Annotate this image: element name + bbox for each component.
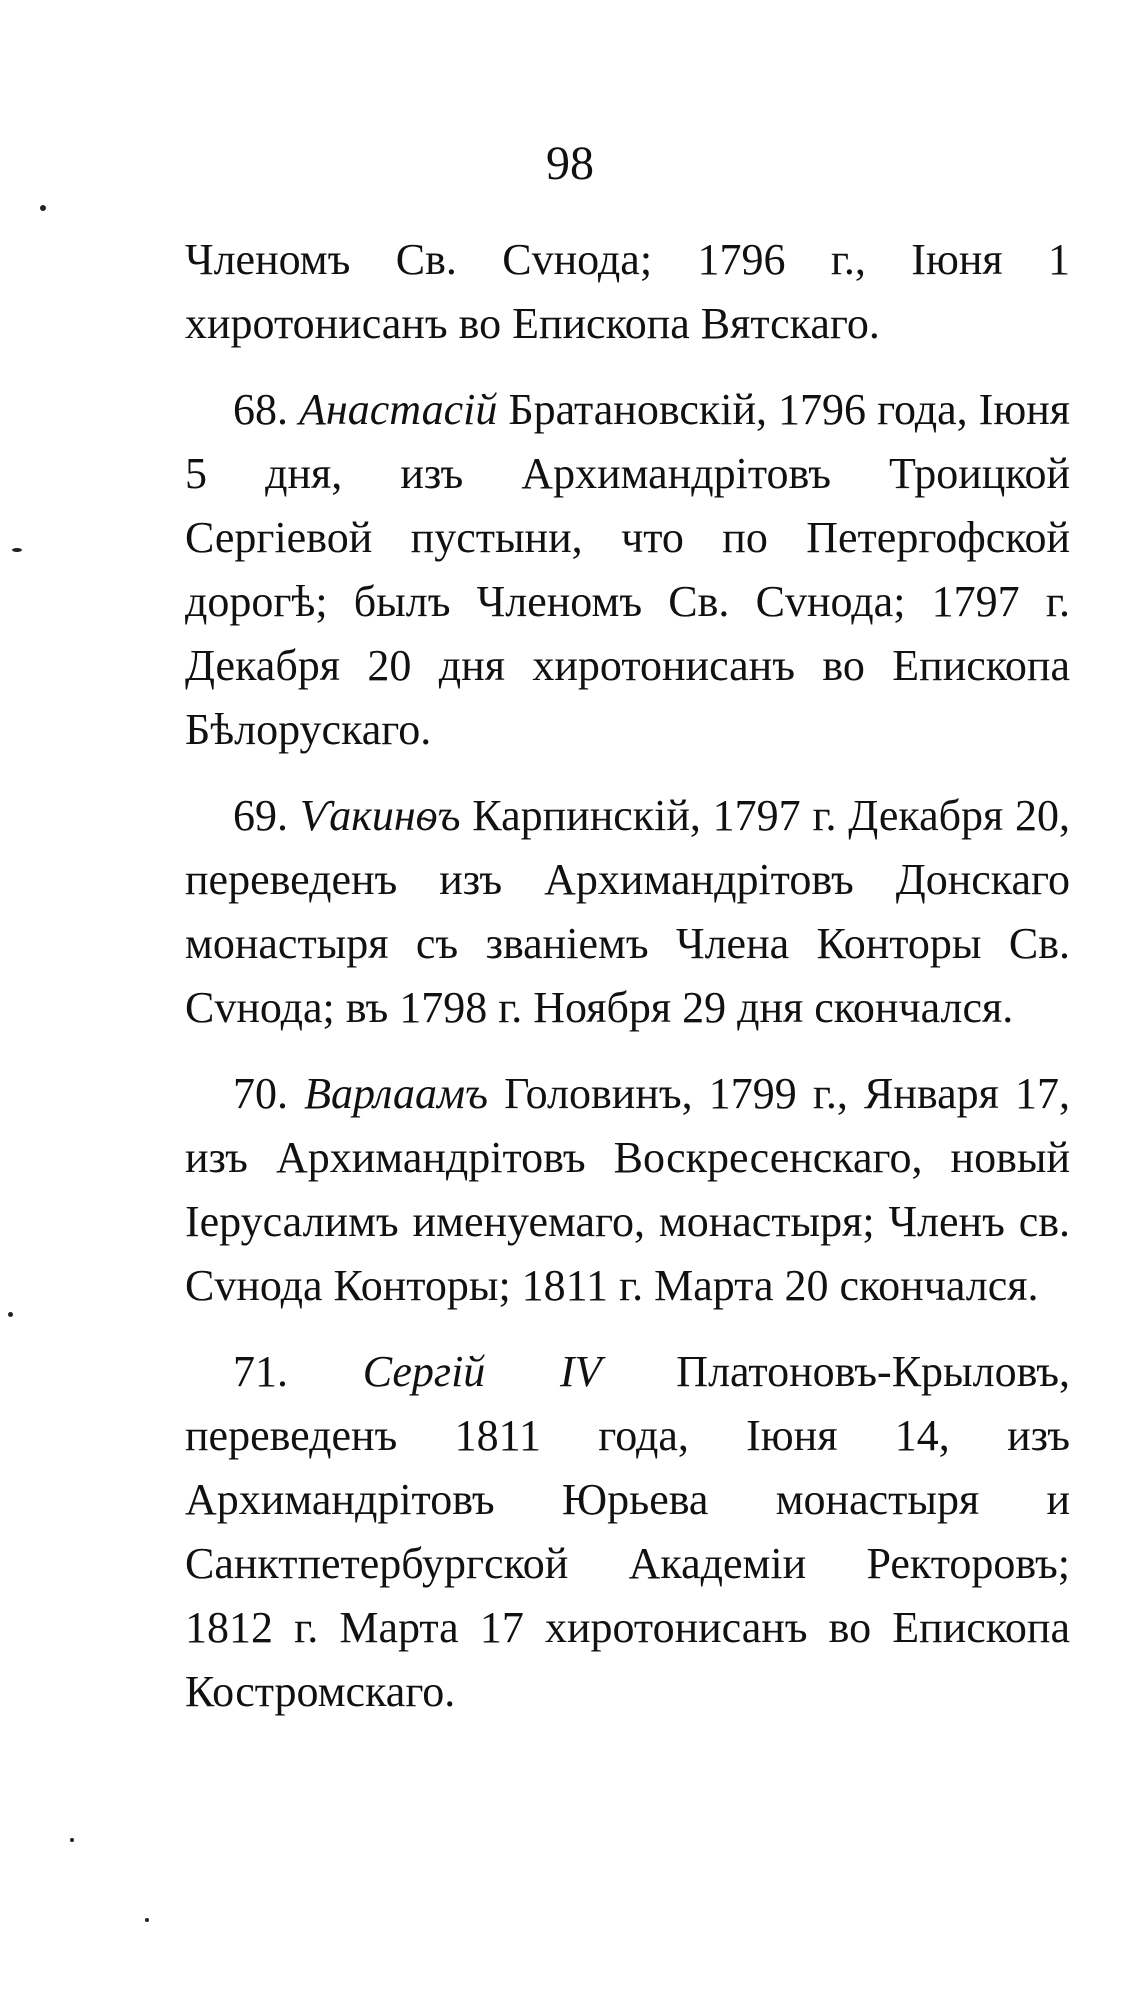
- entry-70: [185, 1062, 1070, 1318]
- entry-name: Сергій IV: [362, 1347, 602, 1396]
- scan-speck: [8, 1312, 13, 1317]
- paragraph-continuation: [185, 228, 1070, 356]
- entry-number: 71.: [233, 1347, 288, 1396]
- scan-speck: [145, 1918, 149, 1922]
- page-body: [185, 228, 1070, 1746]
- entry-text: Головинъ, 1799 г., Января 17, изъ Архимандрітовъ Воскресенскаго, новый Іерусалимъ именуемаго, монастыря; Членъ св. Сvнода Конторы; 1811 г. Марта 20 скончался.: [185, 1069, 1070, 1310]
- entry-text: Братановскій, 1796 года, Іюня 5 дня, изъ Архимандрітовъ Троицкой Сергіевой пустыни, что по Петергофской дорогѣ; былъ Членомъ Св. Сvнода; 1797 г. Декабря 20 дня хиротонисанъ во Епископа Бѣлорускаго.: [185, 385, 1070, 754]
- entry-name: Анастасій: [299, 385, 498, 434]
- scan-speck: [12, 548, 22, 552]
- entry-69: [185, 784, 1070, 1040]
- entry-name: Ѵакинѳъ: [299, 791, 461, 840]
- scan-speck: [70, 1838, 74, 1842]
- entry-68: [185, 378, 1070, 762]
- entry-71: [185, 1340, 1070, 1724]
- page-number: 98: [546, 137, 594, 190]
- paragraph-text: Членомъ Св. Сvнода; 1796 г., Іюня 1 хиротонисанъ во Епископа Вятскаго.: [185, 235, 1070, 348]
- entry-name: Варлаамъ: [304, 1069, 488, 1118]
- entry-text: Карпинскій, 1797 г. Декабря 20, переведенъ изъ Архимандрітовъ Донскаго монастыря съ званіемъ Члена Конторы Св. Сvнода; въ 1798 г. Ноября 29 дня скончался.: [185, 791, 1071, 1032]
- scan-speck: [40, 205, 46, 211]
- entry-number: 70.: [233, 1069, 288, 1118]
- entry-number: 68.: [233, 385, 288, 434]
- entry-text: Платоновъ-Крыловъ, переведенъ 1811 года, Іюня 14, изъ Архимандрітовъ Юрьева монастыря и Санктпетербургской Академіи Ректоровъ; 1812 г. Марта 17 хиротонисанъ во Епископа Костромскаго.: [185, 1347, 1070, 1716]
- entry-number: 69.: [233, 791, 288, 840]
